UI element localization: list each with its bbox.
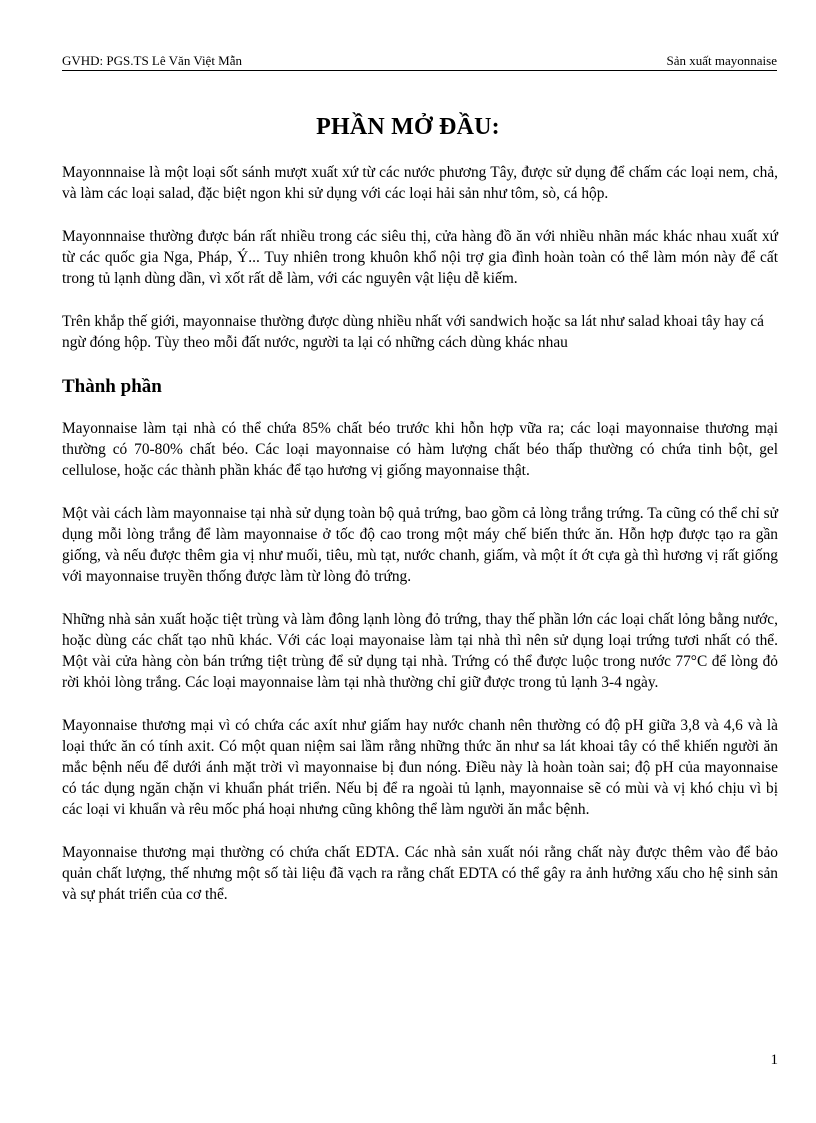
page-header (62, 53, 777, 71)
section-paragraph: Những nhà sản xuất hoặc tiệt trùng và làm đông lạnh lòng đỏ trứng, thay thế phần lớn các loại chất lỏng bằng nước, hoặc dùng các chất tạo nhũ khác. Với các loại mayonaise làm tại nhà thì nên sử dụng loại trứng tươi nhất có thể. Một vài cửa hàng còn bán trứng tiệt trùng để sử dụng tại nhà. Trứng có thể được luộc trong nước 77°C để lòng đỏ rời khỏi lòng trắng. Các loại mayonnaise làm tại nhà thường chỉ giữ được trong tủ lạnh 3-4 ngày. (62, 611, 778, 691)
section-paragraph: Một vài cách làm mayonnaise tại nhà sử dụng toàn bộ quả trứng, bao gồm cả lòng trắng trứng. Ta cũng có thể chỉ sử dụng mỗi lòng trắng để làm mayonnaise ở tốc độ cao trong một máy chế biến thức ăn. Hỗn hợp được tạo ra gần giống, và nếu được thêm gia vị như muối, tiêu, mù tạt, nước chanh, giấm, và một ít ớt cựa gà thì hương vị rất giống với mayonnaise truyền thống được làm từ lòng đỏ trứng. (62, 505, 778, 585)
section-paragraph: Mayonnaise thương mại vì có chứa các axít như giấm hay nước chanh nên thường có độ pH giữa 3,8 và 4,6 và là loại thức ăn có tính axit. Có một quan niệm sai lầm rằng những thức ăn như sa lát khoai tây có thể khiến người ăn mắc bệnh nếu để dưới ánh mặt trời vì mayonnaise bị đun nóng. Điều này là hoàn toàn sai; độ pH của mayonnaise có tác dụng ngăn chặn vi khuẩn phát triển. Nếu bị để ra ngoài tủ lạnh, mayonnaise sẽ có mùi và vị khó chịu vì bị các loại vi khuẩn và rêu mốc phá hoại nhưng cũng không thể làm người ăn mắc bệnh. (62, 717, 778, 818)
intro-paragraph: Mayonnnaise là một loại sốt sánh mượt xuất xứ từ các nước phương Tây, được sử dụng để chấm các loại nem, chả, và làm các loại salad, đặc biệt ngon khi sử dụng với các loại hải sản như tôm, sò, cá hộp. (62, 164, 778, 202)
document-body (62, 162, 778, 927)
section-paragraph: Mayonnaise thương mại thường có chứa chất EDTA. Các nhà sản xuất nói rằng chất này được thêm vào để bảo quản chất lượng, thế nhưng một số tài liệu đã vạch ra rằng chất EDTA có thể gây ra ảnh hưởng xấu cho hệ sinh sản và sự phát triển của cơ thể. (62, 844, 778, 903)
page-title: PHẦN MỞ ĐẦU: (316, 114, 500, 140)
intro-paragraph: Mayonnnaise thường được bán rất nhiều trong các siêu thị, cửa hàng đồ ăn với nhiều nhãn mác khác nhau xuất xứ từ các quốc gia Nga, Pháp, Ý... Tuy nhiên trong khuôn khổ nội trợ gia đình hoàn toàn có thể làm món này để cất trong tủ lạnh dùng dần, vì xốt rất dễ làm, với các nguyên vật liệu dễ kiếm. (62, 228, 778, 287)
section-paragraph: Mayonnaise làm tại nhà có thể chứa 85% chất béo trước khi hỗn hợp vữa ra; các loại mayonnaise thương mại thường có 70-80% chất béo. Các loại mayonnaise có hàm lượng chất béo thấp thường có chứa tinh bột, gel cellulose, hoặc các thành phần khác để tạo hương vị giống mayonnaise thật. (62, 420, 778, 479)
header-instructor: GVHD: PGS.TS Lê Văn Việt Mẫn (62, 53, 243, 68)
section-heading: Thành phần (62, 376, 162, 397)
header-topic: Sản xuất mayonnaise (666, 53, 777, 68)
intro-paragraph: Trên khắp thế giới, mayonnaise thường được dùng nhiều nhất với sandwich hoặc sa lát như salad khoai tây hay cá ngừ đóng hộp. Tùy theo mỗi đất nước, người ta lại có những cách dùng khác nhau (62, 313, 764, 351)
page-number: 1 (770, 1052, 778, 1068)
